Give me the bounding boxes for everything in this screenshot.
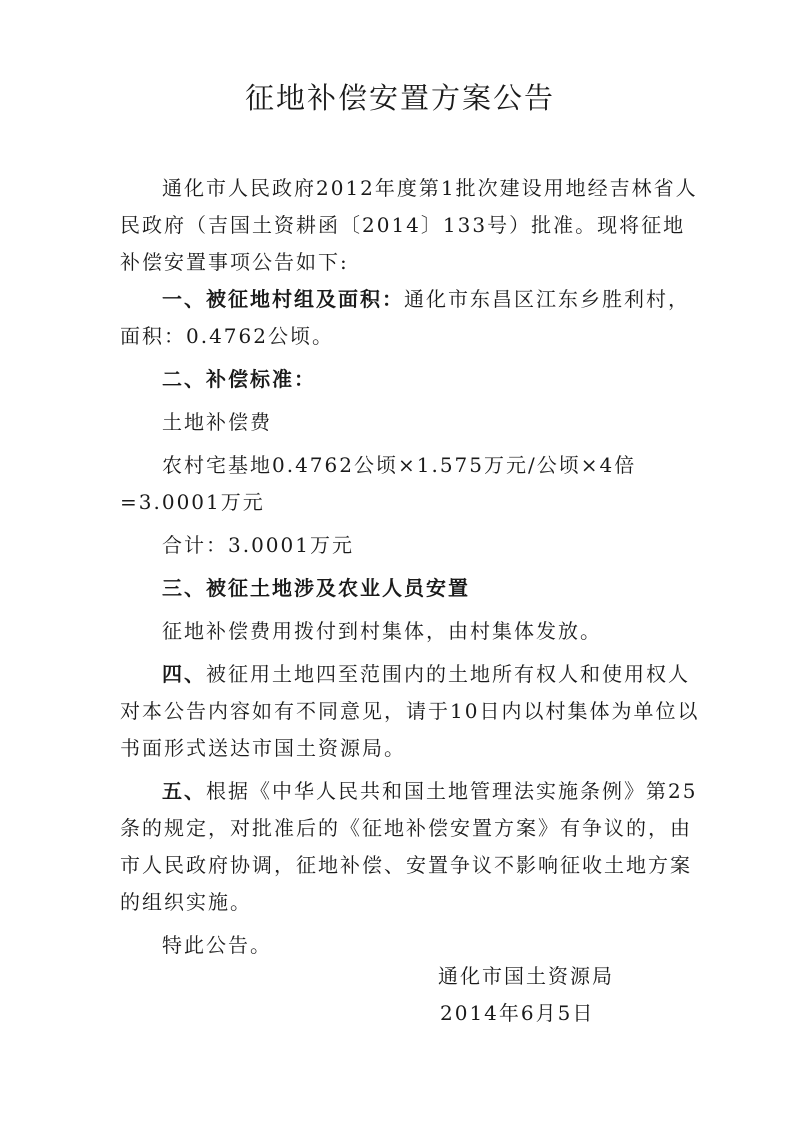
section-2-calculation: 农村宅基地0.4762公顷×1.575万元/公顷×4倍=3.0001万元: [120, 453, 637, 514]
section-3-text: 征地补偿费用拨付到村集体，由村集体发放。: [162, 619, 602, 643]
section-3-heading: 三、被征土地涉及农业人员安置: [162, 576, 470, 600]
section-1-heading: 一、被征地村组及面积：: [162, 287, 404, 311]
section-5-paragraph: [120, 773, 700, 921]
section-5-text: 根据《中华人民共和国土地管理法实施条例》第25条的规定，对批准后的《征地补偿安置方案》有争议的，由市人民政府协调，征地补偿、安置争议不影响征收土地方案的组织实施。: [120, 779, 698, 914]
section-5-heading: 五、: [162, 779, 206, 803]
document-title: 征地补偿安置方案公告: [244, 81, 555, 115]
section-4-paragraph: [120, 656, 700, 767]
intro-paragraph: 通化市人民政府2012年度第1批次建设用地经吉林省人民政府（吉国土资耕函〔2014〕133号）批准。现将征地补偿安置事项公告如下:: [120, 176, 698, 274]
section-4-heading: 四、: [162, 662, 206, 686]
document-body: [120, 170, 700, 964]
signature-date: 2014年6月5日: [440, 1001, 595, 1025]
section-2-heading: 二、补偿标准：: [162, 367, 316, 391]
signature-organization: 通化市国土资源局: [438, 964, 614, 988]
closing-text: 特此公告。: [162, 933, 272, 957]
section-2-total: 合计：3.0001万元: [162, 533, 354, 557]
section-2-item-label: 土地补偿费: [162, 410, 272, 434]
section-4-text: 被征用土地四至范围内的土地所有权人和使用权人对本公告内容如有不同意见，请于10日内以村集体为单位以书面形式送达市国土资源局。: [120, 662, 700, 760]
section-1-text: 通化市东昌区江东乡胜利村，面积：0.4762公顷。: [120, 287, 690, 348]
section-1-paragraph: [120, 281, 700, 355]
